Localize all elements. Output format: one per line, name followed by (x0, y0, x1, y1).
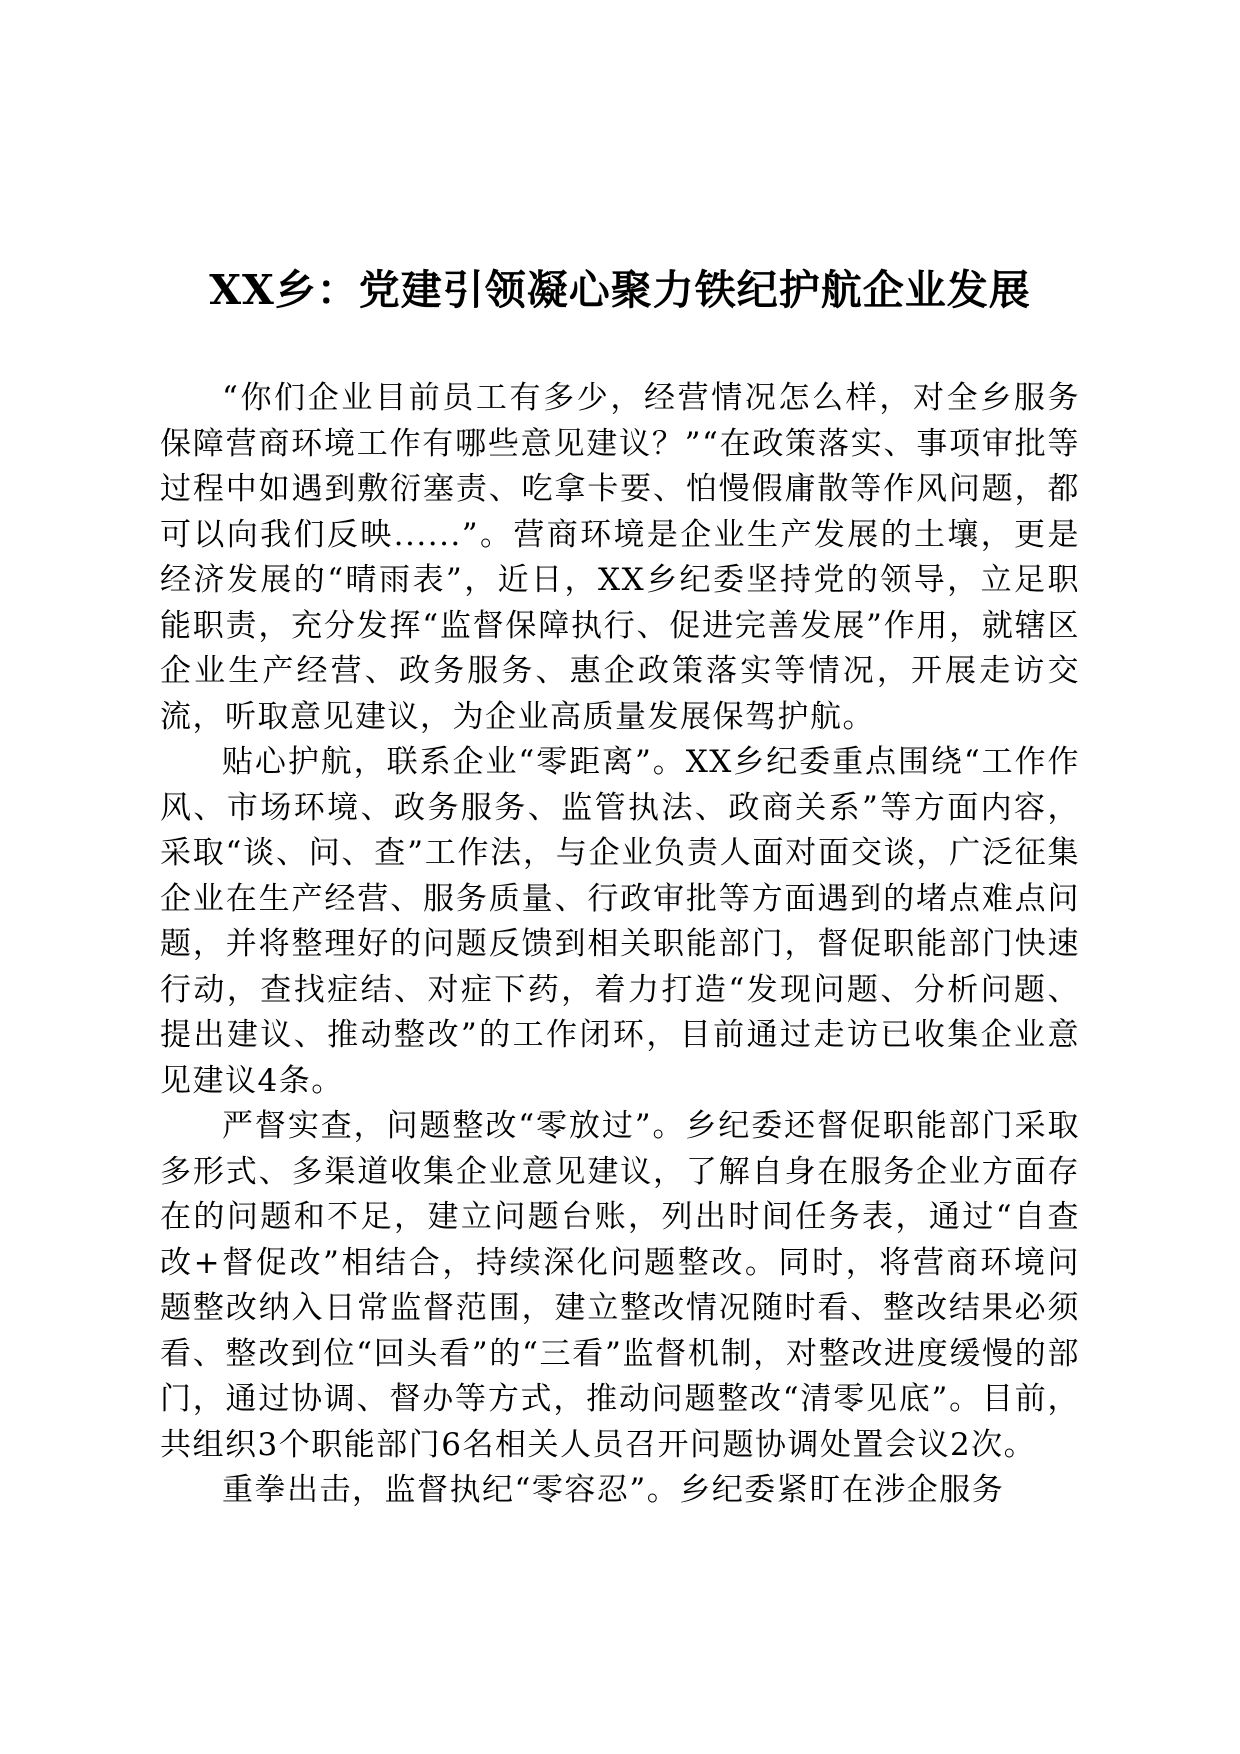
document-title: XX乡：党建引领凝心聚力铁纪护航企业发展 (209, 266, 1031, 314)
paragraph-intro: “你们企业目前员工有多少，经营情况怎么样，对全乡服务保障营商环境工作有哪些意见建议？”“在政策落实、事项审批等过程中如遇到敷衍塞责、吃拿卡要、怕慢假庸散等作风问题，都可以向我们反映......”。营商环境是企业生产发展的土壤，更是经济发展的“晴雨表”，近日，XX乡纪委坚持党的领导，立足职能职责，充分发挥“监督保障执行、促进完善发展”作用，就辖区企业生产经营、政务服务、惠企政策落实等情况，开展走访交流，听取意见建议，为企业高质量发展保驾护航。 (160, 380, 1080, 735)
paragraph-contact-enterprises: 贴心护航，联系企业“零距离”。XX乡纪委重点围绕“工作作风、市场环境、政务服务、监管执法、政商关系”等方面内容，采取“谈、问、查”工作法，与企业负责人面对面交谈，广泛征集企业在生产经营、服务质量、行政审批等方面遇到的堵点难点问题，并将整理好的问题反馈到相关职能部门，督促职能部门快速行动，查找症结、对症下药，着力打造“发现问题、分析问题、提出建议、推动整改”的工作闭环，目前通过走访已收集企业意见建议4条。 (160, 744, 1080, 1099)
paragraph-discipline: 重拳出击，监督执纪“零容忍”。乡纪委紧盯在涉企服务 (222, 1472, 1005, 1508)
document-body (160, 376, 1080, 1514)
paragraph-rectification: 严督实查，问题整改“零放过”。乡纪委还督促职能部门采取多形式、多渠道收集企业意见建议，了解自身在服务企业方面存在的问题和不足，建立问题台账，列出时间任务表，通过“自查改+督促改”相结合，持续深化问题整改。同时，将营商环境问题整改纳入日常监督范围，建立整改情况随时看、整改结果必须看、整改到位“回头看”的“三看”监督机制，对整改进度缓慢的部门，通过协调、督办等方式，推动问题整改“清零见底”。目前，共组织3个职能部门6名相关人员召开问题协调处置会议2次。 (160, 1108, 1080, 1463)
